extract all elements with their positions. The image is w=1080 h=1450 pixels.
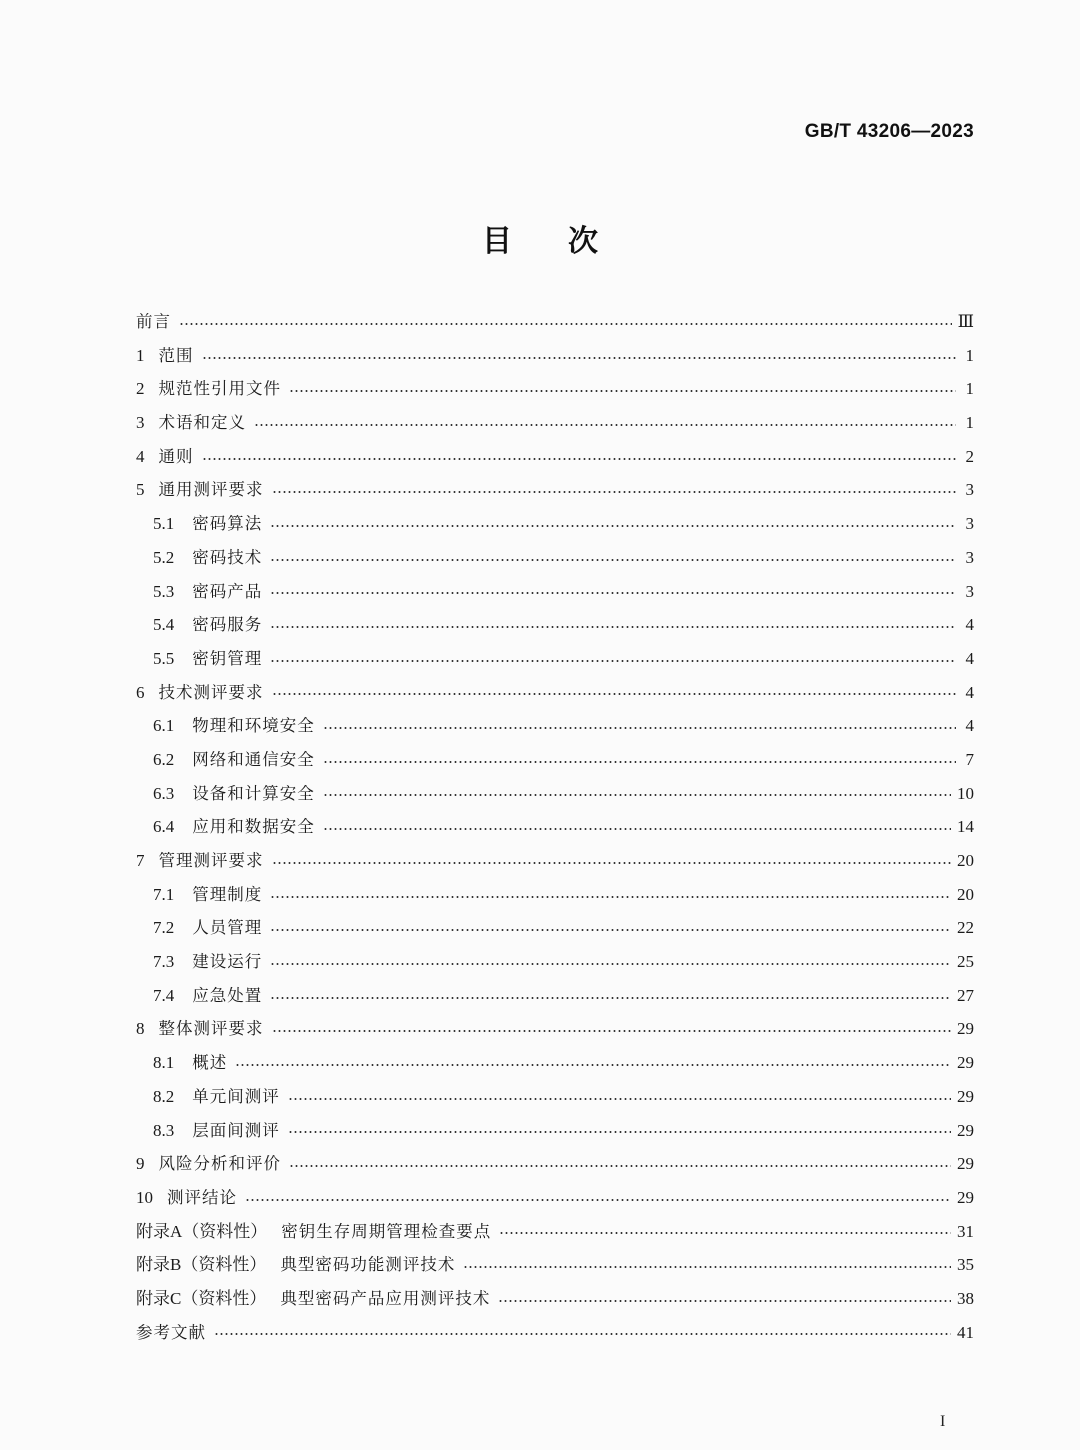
toc-entry[interactable] bbox=[136, 1248, 974, 1282]
toc-entry-page: 1 bbox=[965, 379, 974, 399]
toc-entry-number: 6.4 bbox=[153, 817, 175, 837]
toc-leader-dots bbox=[245, 1199, 951, 1201]
toc-entry-number: 8.3 bbox=[153, 1120, 175, 1140]
toc-entry-page: 4 bbox=[965, 716, 974, 736]
toc-entry[interactable] bbox=[136, 372, 974, 406]
toc-entry-label: 密码算法 bbox=[192, 514, 263, 534]
toc-entry-label: 通用测评要求 bbox=[158, 480, 264, 500]
toc-leader-dots bbox=[272, 491, 957, 493]
toc-entry-number: 8 bbox=[136, 1019, 145, 1039]
toc-entry-number: 5.5 bbox=[153, 648, 175, 668]
toc-leader-dots bbox=[323, 828, 951, 830]
toc-entry-page: 27 bbox=[957, 985, 974, 1005]
toc-entry-number: 3 bbox=[136, 413, 145, 433]
table-of-contents bbox=[136, 305, 974, 1349]
toc-entry-page: 22 bbox=[957, 918, 974, 938]
toc-entry-number: 10 bbox=[136, 1187, 153, 1207]
toc-entry-number: 6.3 bbox=[153, 783, 175, 803]
toc-leader-dots bbox=[272, 693, 957, 695]
toc-leader-dots bbox=[270, 592, 956, 594]
toc-entry-page: 3 bbox=[965, 514, 974, 534]
toc-entry-number: 8.2 bbox=[153, 1086, 175, 1106]
toc-entry-label: 密码产品 bbox=[192, 581, 263, 601]
toc-entry[interactable] bbox=[136, 743, 974, 777]
toc-entry-page: 25 bbox=[957, 952, 974, 972]
toc-entry-number: 6.2 bbox=[153, 749, 175, 769]
toc-entry-number: 5.1 bbox=[153, 514, 175, 534]
toc-entry-label: 密钥管理 bbox=[192, 648, 263, 668]
toc-leader-dots bbox=[323, 727, 956, 729]
toc-entry-label: 管理测评要求 bbox=[158, 851, 264, 870]
toc-leader-dots bbox=[270, 997, 951, 999]
toc-entry[interactable] bbox=[136, 777, 974, 811]
toc-entry-label: 测评结论 bbox=[167, 1187, 237, 1207]
toc-entry-number: 附录C（资料性） bbox=[136, 1288, 267, 1308]
toc-entry-page: 14 bbox=[957, 817, 974, 837]
toc-entry[interactable] bbox=[136, 844, 974, 878]
toc-leader-dots bbox=[463, 1266, 951, 1268]
toc-entry-page: 29 bbox=[957, 1154, 974, 1174]
toc-entry-page: 1 bbox=[965, 345, 974, 365]
toc-entry[interactable] bbox=[136, 1316, 974, 1350]
toc-entry-label: 典型密码产品应用测评技术 bbox=[280, 1288, 491, 1308]
toc-entry-label: 技术测评要求 bbox=[158, 682, 264, 702]
toc-entry-number: 7.1 bbox=[153, 884, 175, 904]
toc-entry[interactable] bbox=[136, 305, 974, 339]
toc-entry[interactable] bbox=[136, 1215, 974, 1249]
toc-entry-page: 35 bbox=[957, 1255, 974, 1275]
toc-entry-page: 29 bbox=[957, 1086, 974, 1106]
toc-entry-label: 典型密码功能测评技术 bbox=[280, 1255, 456, 1275]
toc-entry[interactable] bbox=[136, 1080, 974, 1114]
toc-entry-label: 参考文献 bbox=[136, 1322, 206, 1342]
toc-entry-label: 前言 bbox=[136, 312, 171, 331]
toc-entry-label: 规范性引用文件 bbox=[158, 379, 281, 399]
toc-entry-label: 应用和数据安全 bbox=[192, 817, 315, 837]
toc-entry-page: 41 bbox=[957, 1322, 974, 1342]
toc-leader-dots bbox=[254, 424, 956, 426]
toc-entry-page: 3 bbox=[965, 547, 974, 567]
toc-entry[interactable] bbox=[136, 979, 974, 1013]
toc-entry-number: 4 bbox=[136, 446, 145, 466]
toc-entry-number: 5.3 bbox=[153, 581, 175, 601]
toc-entry-number: 9 bbox=[136, 1154, 145, 1174]
toc-leader-dots bbox=[202, 458, 957, 460]
toc-entry[interactable] bbox=[136, 709, 974, 743]
toc-entry-label: 密码技术 bbox=[192, 547, 263, 567]
toc-entry-number: 1 bbox=[136, 345, 145, 365]
toc-entry[interactable] bbox=[136, 878, 974, 912]
toc-entry-number: 7.3 bbox=[153, 952, 175, 972]
toc-entry-page: 38 bbox=[957, 1288, 974, 1308]
toc-leader-dots bbox=[179, 323, 952, 325]
toc-leader-dots bbox=[289, 390, 956, 392]
toc-entry[interactable] bbox=[136, 1012, 974, 1046]
toc-entry-label: 网络和通信安全 bbox=[192, 749, 315, 769]
toc-entry-number: 6 bbox=[136, 682, 145, 702]
toc-entry-label: 物理和环境安全 bbox=[192, 716, 315, 736]
toc-entry-number: 7 bbox=[136, 851, 145, 870]
toc-entry-label: 管理制度 bbox=[192, 884, 263, 904]
toc-entry-page: 20 bbox=[957, 884, 974, 904]
toc-entry[interactable] bbox=[136, 642, 974, 676]
toc-leader-dots bbox=[270, 896, 951, 898]
toc-leader-dots bbox=[272, 862, 952, 864]
toc-leader-dots bbox=[288, 1098, 951, 1100]
toc-entry-number: 2 bbox=[136, 379, 145, 399]
toc-leader-dots bbox=[498, 1300, 951, 1302]
toc-entry-page: 4 bbox=[965, 682, 974, 702]
toc-entry[interactable] bbox=[136, 1046, 974, 1080]
toc-entry[interactable] bbox=[136, 1282, 974, 1316]
toc-entry-page: 20 bbox=[957, 851, 974, 870]
toc-entry-page: 29 bbox=[957, 1053, 974, 1073]
toc-entry-number: 5.2 bbox=[153, 547, 175, 567]
toc-entry-page: 3 bbox=[965, 581, 974, 601]
toc-leader-dots bbox=[202, 357, 957, 359]
toc-entry-label: 建设运行 bbox=[192, 952, 263, 972]
toc-entry-page: 29 bbox=[957, 1187, 974, 1207]
toc-entry-number: 5 bbox=[136, 480, 145, 500]
toc-entry[interactable] bbox=[136, 507, 974, 541]
page-title: 目次 bbox=[482, 224, 654, 259]
toc-entry-label: 范围 bbox=[158, 345, 194, 365]
toc-entry-label: 人员管理 bbox=[192, 918, 263, 938]
toc-entry-page: 4 bbox=[965, 648, 974, 668]
toc-entry-label: 术语和定义 bbox=[158, 413, 246, 433]
toc-leader-dots bbox=[289, 1165, 951, 1167]
toc-leader-dots bbox=[270, 660, 956, 662]
toc-entry[interactable] bbox=[136, 473, 974, 507]
toc-entry-number: 7.2 bbox=[153, 918, 175, 938]
toc-leader-dots bbox=[270, 626, 956, 628]
toc-leader-dots bbox=[270, 559, 956, 561]
toc-entry-page: 29 bbox=[957, 1019, 974, 1039]
toc-entry[interactable] bbox=[136, 911, 974, 945]
toc-entry-label: 通则 bbox=[158, 446, 194, 466]
toc-entry-label: 单元间测评 bbox=[192, 1086, 280, 1106]
toc-entry-label: 层面间测评 bbox=[192, 1120, 280, 1140]
toc-leader-dots bbox=[323, 761, 956, 763]
toc-leader-dots bbox=[272, 1030, 952, 1032]
toc-leader-dots bbox=[270, 929, 951, 931]
toc-entry[interactable] bbox=[136, 676, 974, 710]
toc-entry[interactable] bbox=[136, 945, 974, 979]
toc-entry-page: 2 bbox=[965, 446, 974, 466]
toc-entry-label: 整体测评要求 bbox=[158, 1019, 264, 1039]
toc-entry-label: 应急处置 bbox=[192, 985, 263, 1005]
toc-leader-dots bbox=[270, 525, 956, 527]
toc-leader-dots bbox=[270, 963, 951, 965]
toc-entry-page: 4 bbox=[965, 615, 974, 635]
toc-entry[interactable] bbox=[136, 810, 974, 844]
footer-page-number: I bbox=[940, 1413, 946, 1430]
toc-entry[interactable] bbox=[136, 575, 974, 609]
standard-number: GB/T 43206—2023 bbox=[804, 121, 974, 142]
toc-entry-label: 概述 bbox=[192, 1053, 228, 1073]
toc-entry[interactable] bbox=[136, 339, 974, 373]
toc-entry-page: Ⅲ bbox=[957, 312, 974, 331]
toc-entry[interactable] bbox=[136, 1114, 974, 1148]
toc-entry-page: 10 bbox=[957, 783, 974, 803]
toc-entry-number: 附录A（资料性） bbox=[136, 1221, 268, 1241]
toc-leader-dots bbox=[288, 1131, 951, 1133]
toc-entry-page: 29 bbox=[957, 1120, 974, 1140]
toc-entry-number: 附录B（资料性） bbox=[136, 1255, 267, 1275]
toc-entry-number: 8.1 bbox=[153, 1053, 175, 1073]
toc-entry[interactable] bbox=[136, 406, 974, 440]
toc-entry[interactable] bbox=[136, 541, 974, 575]
toc-leader-dots bbox=[323, 794, 951, 796]
toc-entry-number: 5.4 bbox=[153, 615, 175, 635]
toc-leader-dots bbox=[214, 1333, 951, 1335]
toc-entry[interactable] bbox=[136, 608, 974, 642]
toc-entry-label: 风险分析和评价 bbox=[158, 1154, 281, 1174]
toc-entry-number: 7.4 bbox=[153, 985, 175, 1005]
toc-entry-page: 31 bbox=[957, 1221, 974, 1241]
toc-entry[interactable] bbox=[136, 440, 974, 474]
toc-entry-page: 7 bbox=[965, 749, 974, 769]
toc-entry[interactable] bbox=[136, 1147, 974, 1181]
toc-entry-number: 6.1 bbox=[153, 716, 175, 736]
toc-entry-label: 密钥生存周期管理检查要点 bbox=[281, 1221, 492, 1241]
toc-entry-label: 密码服务 bbox=[192, 615, 263, 635]
toc-leader-dots bbox=[235, 1064, 951, 1066]
toc-entry-label: 设备和计算安全 bbox=[192, 783, 315, 803]
toc-entry-page: 3 bbox=[965, 480, 974, 500]
toc-entry[interactable] bbox=[136, 1181, 974, 1215]
toc-entry-page: 1 bbox=[965, 413, 974, 433]
toc-leader-dots bbox=[499, 1232, 951, 1234]
